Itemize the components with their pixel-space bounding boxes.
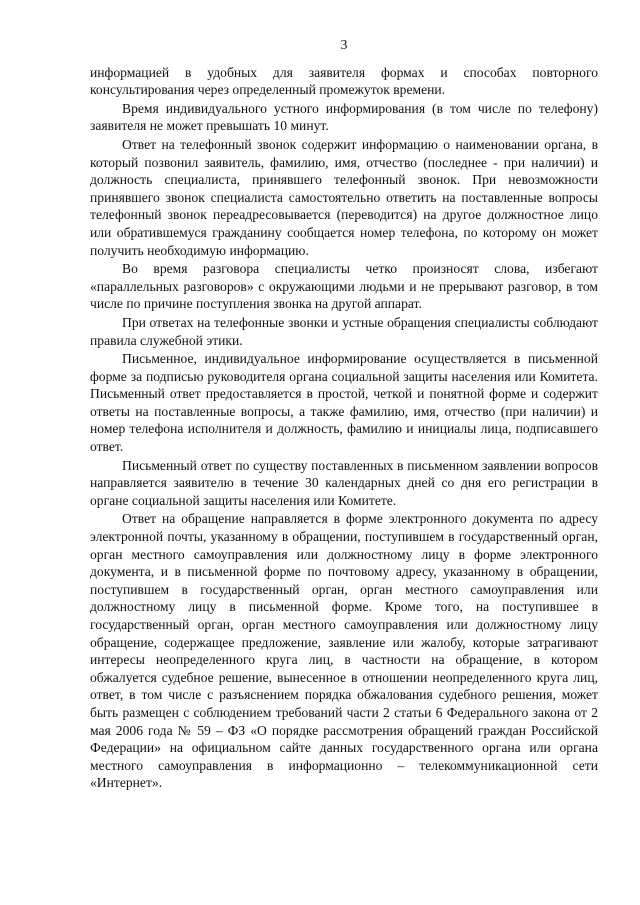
paragraph-service-ethics: При ответах на телефонные звонки и устные обращения специалисты соблюдают правила служебной этики. bbox=[90, 314, 598, 348]
paragraph-electronic-answer: Ответ на обращение направляется в форме электронного документа по адресу электронной почты, указанному в обращении, поступившем в государственный орган, орган местного самоуправления или должностному лицу в форме электронного документа, и в письменной форме по почтовому адресу, указанному в обращении, поступившем в государственный орган, орган местного самоуправления или должностному лицу в письменной форме. Кроме того, на поступившее в государственный орган, орган местного самоуправления или должностному лицу обращение, содержащее предложение, заявление или жалобу, которые затрагивают интересы неопределенного круга лиц, в частности на обращение, в котором обжалуется судебное решение, вынесенное в отношении неопределенного круга лиц, ответ, в том числе с разъяснением порядка обжалования судебного решения, может быть размещен с соблюдением требований части 2 статьи 6 Федерального закона от 2 мая 2006 года № 59 – ФЗ «О порядке рассмотрения обращений граждан Российской Федерации» на официальном сайте данных государственного органа или органа местного самоуправления в информационно – телекоммуникационной сети «Интернет». bbox=[90, 511, 598, 791]
paragraph-phone-answer: Ответ на телефонный звонок содержит информацию о наименовании органа, в который позвонил заявитель, фамилию, имя, отчество (последнее - при наличии) и должность специалиста, принявшего телефонный звонок. При невозможности принявшего звонок специалиста самостоятельно ответить на поставленные вопросы телефонный звонок переадресовывается (переводится) на другое должностное лицо или обратившемуся гражданину сообщается номер телефона, по которому он может получить необходимую информацию. bbox=[90, 136, 598, 258]
paragraph-conversation-rules: Во время разговора специалисты четко произносят слова, избегают «параллельных разговоров» с окружающими людьми и не прерывают разговор, в том числе по причине поступления звонка на другой аппарат. bbox=[90, 261, 598, 312]
paragraph-written-informing: Письменное, индивидуальное информирование осуществляется в письменной форме за подписью руководителя органа социальной защиты населения или Комитета. Письменный ответ предоставляется в простой, четкой и понятной форме и содержит ответы на поставленные вопросы, а также фамилию, имя, отчество (при наличии) и номер телефона исполнителя и должность, фамилию и инициалы лица, подписавшего ответ. bbox=[90, 351, 598, 455]
paragraph-continuation: информацией в удобных для заявителя формах и способах повторного консультирования через определенный промежуток времени. bbox=[90, 64, 598, 98]
page-number: 3 bbox=[340, 37, 348, 52]
paragraph-oral-time-limit: Время индивидуального устного информирования (в том числе по телефону) заявителя не может превышать 10 минут. bbox=[90, 100, 598, 134]
paragraph-written-answer-term: Письменный ответ по существу поставленных в письменном заявлении вопросов направляется заявителю в течение 30 календарных дней со дня его регистрации в органе социальной защиты населения или Комитете. bbox=[90, 457, 598, 508]
document-page bbox=[90, 36, 598, 793]
